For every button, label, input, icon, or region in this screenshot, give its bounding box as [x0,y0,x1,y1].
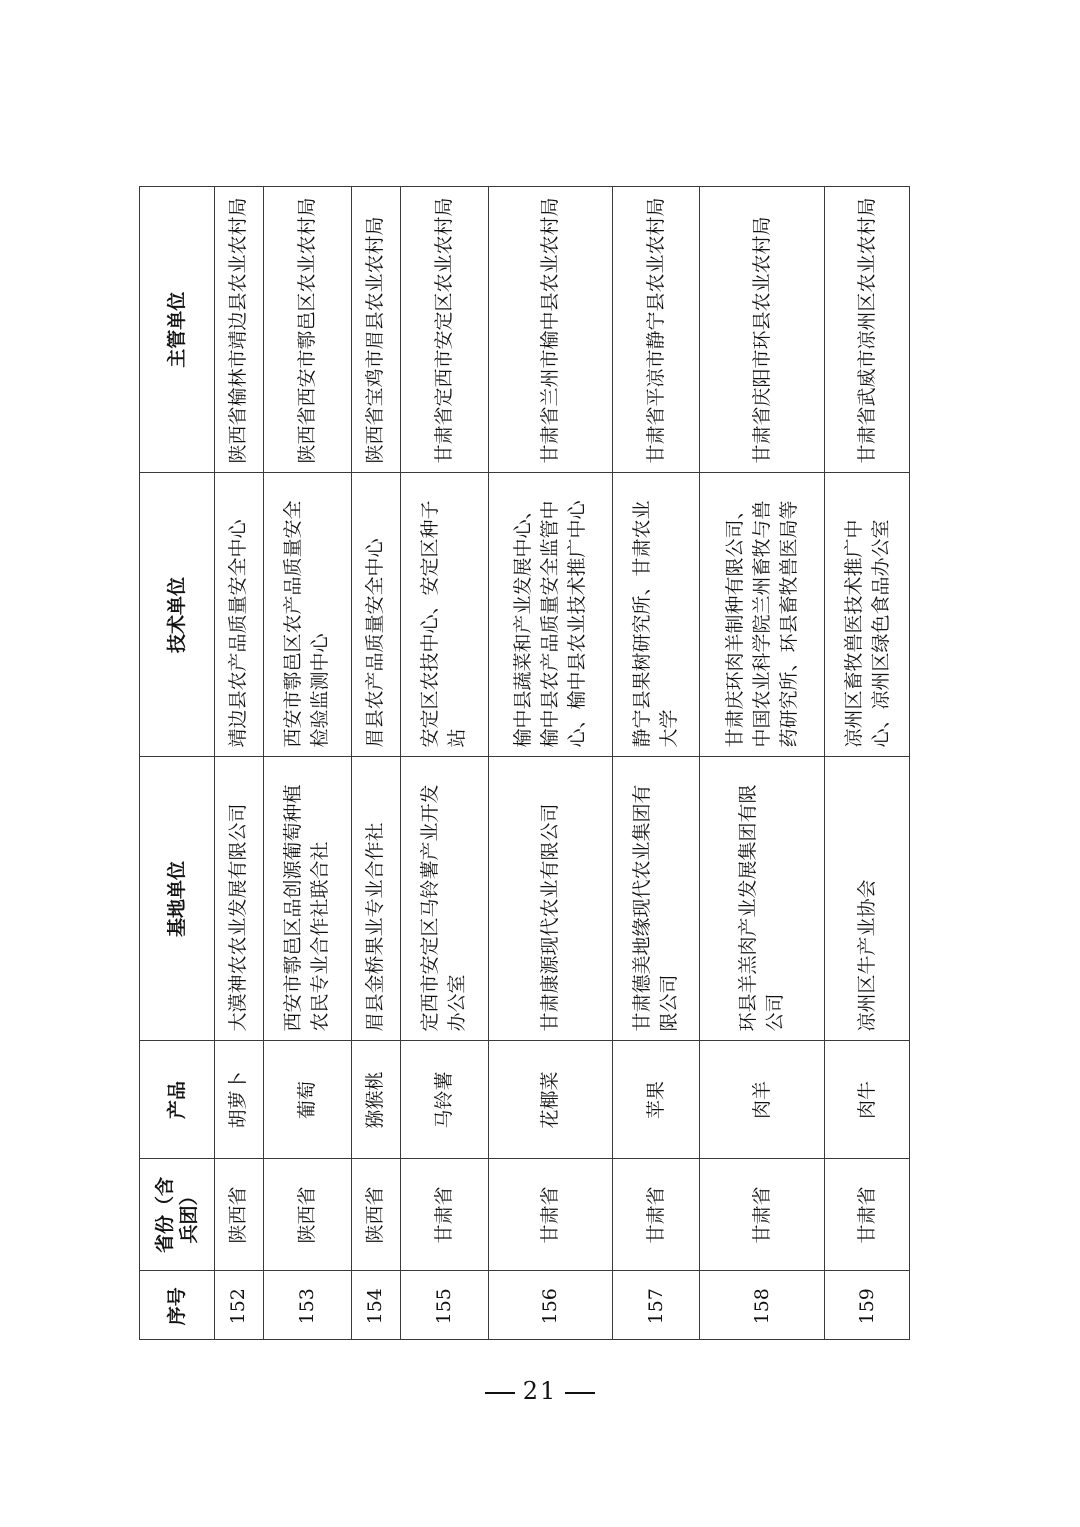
table-row [351,187,401,1340]
cell-authority: 陕西省宝鸡市眉县农业农村局 [351,187,401,473]
cell-seq: 157 [613,1271,700,1340]
cell-product: 胡萝卜 [214,1041,264,1159]
table-row [264,187,351,1340]
header-authority: 主管单位 [140,187,214,473]
cell-seq: 155 [401,1271,488,1340]
cell-product: 猕猴桃 [351,1041,401,1159]
cell-province: 陕西省 [214,1159,264,1271]
cell-base-unit: 定西市安定区马铃薯产业开发办公室 [401,757,488,1041]
cell-product: 肉羊 [700,1041,825,1159]
cell-tech-unit: 安定区农技中心、安定区种子站 [401,473,488,757]
cell-province: 甘肃省 [401,1159,488,1271]
table-frame [139,186,910,1340]
page-number-right-dash [565,1392,595,1394]
header-tech-unit: 技术单位 [140,473,214,757]
table-row [401,187,488,1340]
table-row [488,187,613,1340]
cell-seq: 158 [700,1271,825,1340]
table-row [700,187,825,1340]
cell-province: 陕西省 [264,1159,351,1271]
cell-seq: 153 [264,1271,351,1340]
header-province: 省份（含兵团） [140,1159,214,1271]
cell-authority: 陕西省榆林市靖边县农业农村局 [214,187,264,473]
cell-base-unit: 环县羊羔肉产业发展集团有限公司 [700,757,825,1041]
cell-base-unit: 甘肃康源现代农业有限公司 [488,757,613,1041]
cell-tech-unit: 甘肃庆环肉羊制种有限公司、中国农业科学院兰州畜牧与兽药研究所、环县畜牧兽医局等 [700,473,825,757]
page-number-left-dash [485,1392,515,1394]
cell-authority: 甘肃省庆阳市环县农业农村局 [700,187,825,473]
cell-product: 葡萄 [264,1041,351,1159]
cell-authority: 甘肃省兰州市榆中县农业农村局 [488,187,613,473]
cell-seq: 159 [824,1271,910,1340]
cell-tech-unit: 靖边县农产品质量安全中心 [214,473,264,757]
header-seq: 序号 [140,1271,214,1340]
base-list-table [140,187,910,1340]
cell-authority: 陕西省西安市鄠邑区农业农村局 [264,187,351,473]
cell-tech-unit: 眉县农产品质量安全中心 [351,473,401,757]
cell-tech-unit: 西安市鄠邑区农产品质量安全检验监测中心 [264,473,351,757]
cell-product: 苹果 [613,1041,700,1159]
table-row [613,187,700,1340]
cell-authority: 甘肃省平凉市静宁县农业农村局 [613,187,700,473]
cell-authority: 甘肃省武威市凉州区农业农村局 [824,187,910,473]
cell-authority: 甘肃省定西市安定区农业农村局 [401,187,488,473]
rotated-table-wrapper [140,187,910,1340]
cell-tech-unit: 静宁县果树研究所、甘肃农业大学 [613,473,700,757]
cell-tech-unit: 凉州区畜牧兽医技术推广中心、凉州区绿色食品办公室 [824,473,910,757]
cell-province: 甘肃省 [700,1159,825,1271]
table-header-row [140,187,214,1340]
cell-base-unit: 甘肃德美地缘现代农业集团有限公司 [613,757,700,1041]
cell-base-unit: 大漠神农农业发展有限公司 [214,757,264,1041]
cell-province: 甘肃省 [613,1159,700,1271]
page-number-value: 21 [522,1377,558,1405]
cell-product: 花椰菜 [488,1041,613,1159]
cell-product: 马铃薯 [401,1041,488,1159]
page-number [0,1376,1080,1406]
cell-base-unit: 凉州区牛产业协会 [824,757,910,1041]
cell-seq: 156 [488,1271,613,1340]
cell-tech-unit: 榆中县蔬菜和产业发展中心、榆中县农产品质量安全监管中心、榆中县农业技术推广中心 [488,473,613,757]
table-row [824,187,910,1340]
cell-base-unit: 眉县金桥果业专业合作社 [351,757,401,1041]
header-product: 产品 [140,1041,214,1159]
header-base-unit: 基地单位 [140,757,214,1041]
cell-base-unit: 西安市鄠邑区品创源葡萄种植农民专业合作社联合社 [264,757,351,1041]
cell-province: 陕西省 [351,1159,401,1271]
cell-province: 甘肃省 [488,1159,613,1271]
cell-province: 甘肃省 [824,1159,910,1271]
cell-seq: 152 [214,1271,264,1340]
table-row [214,187,264,1340]
cell-product: 肉牛 [824,1041,910,1159]
cell-seq: 154 [351,1271,401,1340]
